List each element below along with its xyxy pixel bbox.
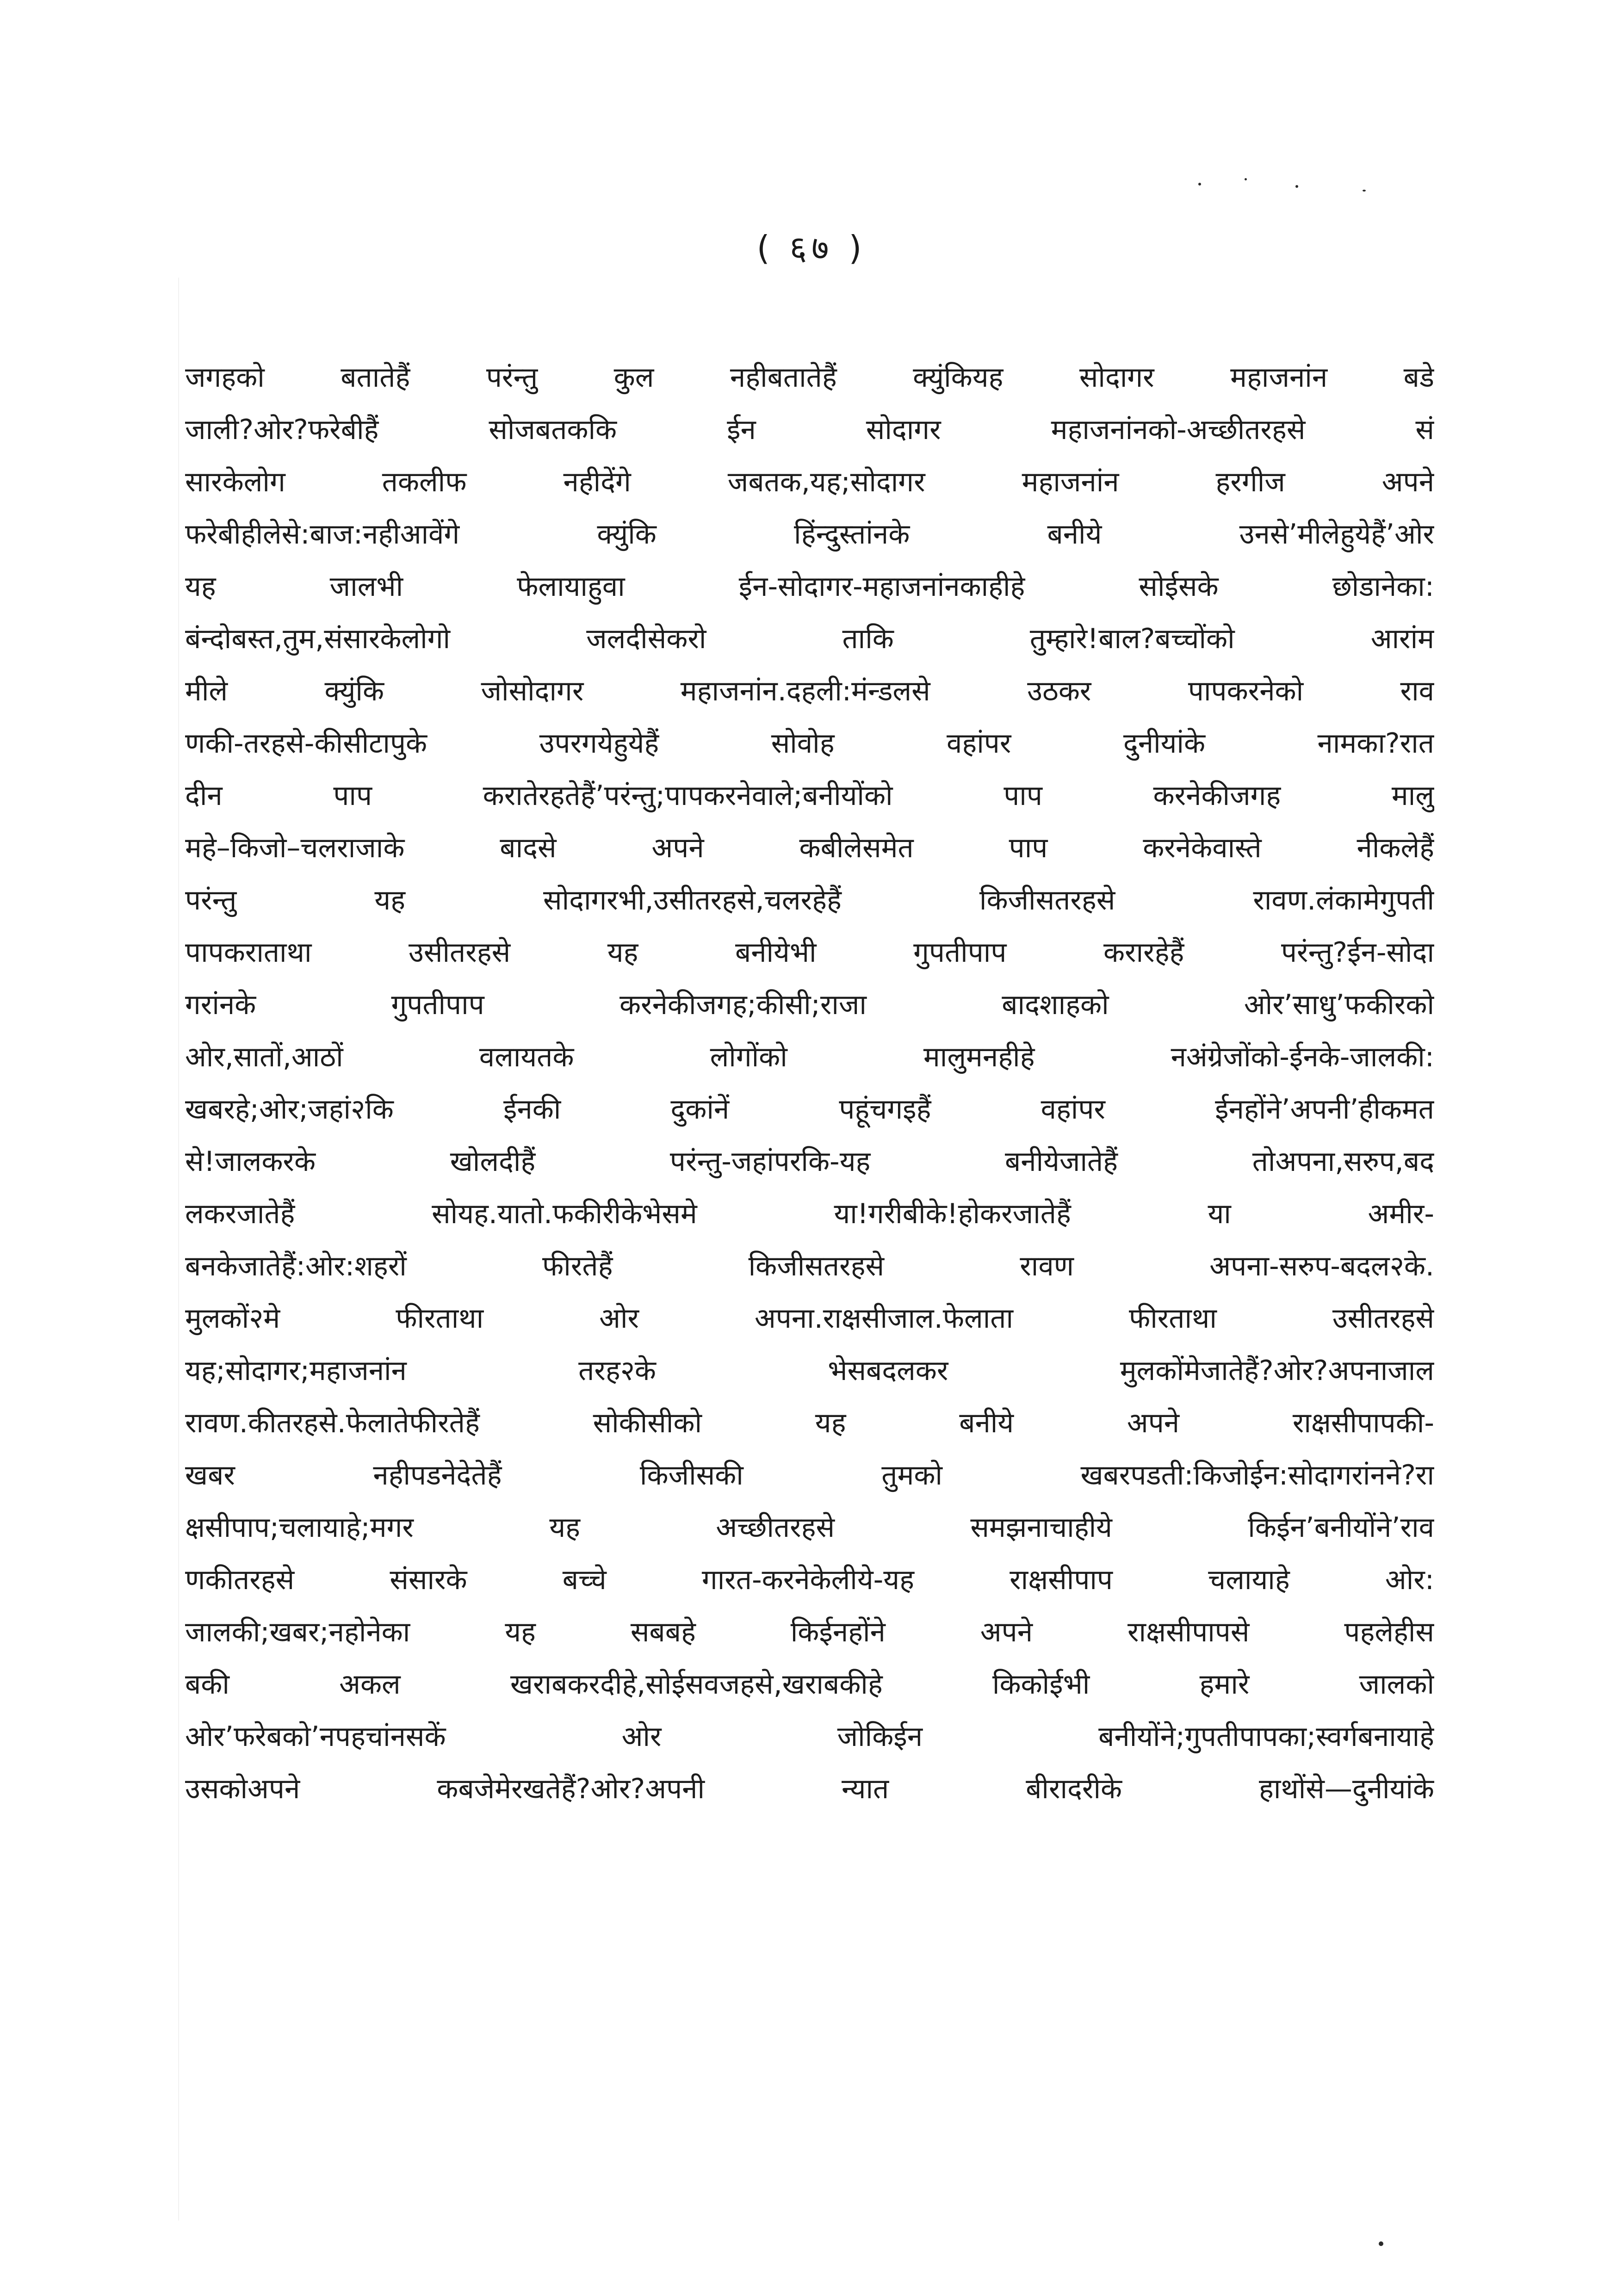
text-line: ओर,सातों,आठों वलायतके लोगोंको मालुमनहीहे नअंग्रेजोंको-ईनके-जालकी: xyxy=(185,1041,1434,1073)
text-line: णकी-तरहसे-कीसीटापुके उपरगयेहुयेहैं सोवोह वहांपर दुनीयांके नामका?रात xyxy=(185,727,1434,760)
text-line: बकी अकल खराबकरदीहे,सोईसवजहसे,खराबकीहे किकोईभी हमारे जालको xyxy=(185,1668,1434,1701)
text-line: उसकोअपने कबजेमेरखतेहैं?ओर?अपनी न्यात बीरादरीके हाथोंसे—दुनीयांके xyxy=(185,1773,1434,1805)
text-line: जाली?ओर?फरेबीहैं सोजबतककि ईन सोदागर महाजनांनको-अच्छीतरहसे सं xyxy=(185,414,1434,446)
text-line: बनकेजातेहैं:ओर:शहरों फीरतेहैं किजीसतरहसे रावण अपना-सरुप-बदल२के. xyxy=(185,1250,1434,1282)
text-line: लकरजातेहैं सोयह.यातो.फकीरीकेभेसमे या!गरीबीके!होकरजातेहैं या अमीर- xyxy=(185,1198,1434,1230)
text-line: मीले क्युंकि जोसोदागर महाजनांन.दहली:मंन्डलसे उठकर पापकरनेको राव xyxy=(185,675,1434,707)
scan-speck xyxy=(1379,2241,1383,2246)
text-line: मुलकों२मे फीरताथा ओर अपना.राक्षसीजाल.फेलाता फीरताथा उसीतरहसे xyxy=(185,1302,1434,1335)
text-line: गरांनके गुपतीपाप करनेकीजगह;कीसी;राजा बादशाहको ओर’साधु’फकीरको xyxy=(185,989,1434,1021)
text-line: खबरहे;ओर;जहां२कि ईनकी दुकांनें पहूंचगइहैं वहांपर ईनहोंने’अपनी’हीकमत xyxy=(185,1093,1434,1126)
text-line: पापकराताथा उसीतरहसे यह बनीयेभी गुपतीपाप करारहेहैं परंन्तु?ईन-सोदा xyxy=(185,936,1434,969)
text-line: महे–किजो–चलराजाके बादसे अपने कबीलेसमेत पाप करनेकेवास्ते नीकलेहैं xyxy=(185,832,1434,864)
text-line: जालकी;खबर;नहोनेका यह सबबहे किईनहोंने अपने राक्षसीपापसे पहलेहीस xyxy=(185,1616,1434,1648)
text-line: से!जालकरके खोलदीहैं परंन्तु-जहांपरकि-यह बनीयेजातेहैं तोअपना,सरुप,बद xyxy=(185,1145,1434,1178)
body-text xyxy=(185,352,1434,1815)
text-line: ओर’फरेबको’नपहचांनसकें ओर जोकिईन बनीयोंने;गुपतीपापका;स्वर्गबनायाहे xyxy=(185,1720,1434,1753)
text-line: रावण.कीतरहसे.फेलातेफीरतेहैं सोकीसीको यह बनीये अपने राक्षसीपापकी- xyxy=(185,1407,1434,1439)
page-number: ( ६७ ) xyxy=(756,229,867,267)
text-line: क्षसीपाप;चलायाहे;मगर यह अच्छीतरहसे समझनाचाहीये किईन’बनीयोंने’राव xyxy=(185,1511,1434,1544)
text-line: जगहको बतातेहैं परंन्तु कुल नहीबतातेहैं क्युंकियह सोदागर महाजनांन बडे xyxy=(185,361,1434,394)
text-line: सारकेलोग तकलीफ नहीदेंगे जबतक,यह;सोदागर महाजनांन हरगीज अपने xyxy=(185,466,1434,498)
text-line: बंन्दोबस्त,तुम,संसारकेलोगो जलदीसेकरो ताकि तुम्हारे!बाल?बच्चोंको आरांम xyxy=(185,623,1434,655)
scan-margin-shadow xyxy=(178,278,179,2221)
text-line: फरेबीहीलेसे:बाज:नहीआवेंगे क्युंकि हिंन्दुस्तांनके बनीये उनसे’मीलेहुयेहैं’ओर xyxy=(185,518,1434,551)
text-line: णकीतरहसे संसारके बच्चे गारत-करनेकेलीये-यह राक्षसीपाप चलायाहे ओर: xyxy=(185,1564,1434,1596)
scan-speck xyxy=(1295,185,1298,188)
text-line: यह;सोदागर;महाजनांन तरह२के भेसबदलकर मुलकोंमेजातेहैं?ओर?अपनाजाल xyxy=(185,1355,1434,1387)
scan-speck xyxy=(1245,178,1247,180)
scan-speck xyxy=(1363,190,1366,192)
text-line: दीन पाप करातेरहतेहैं’परंन्तु;पापकरनेवाले;बनीयोंको पाप करनेकीजगह मालु xyxy=(185,780,1434,812)
text-line: यह जालभी फेलायाहुवा ईन-सोदागर-महाजनांनकाहीहे सोईसके छोडानेका: xyxy=(185,570,1434,603)
text-line: परंन्तु यह सोदागरभी,उसीतरहसे,चलरहेहैं किजीसतरहसे रावण.लंकामेगुपती xyxy=(185,884,1434,916)
text-line: खबर नहीपडनेदेतेहैं किजीसकी तुमको खबरपडती:किजोईन:सोदागरांनने?रा xyxy=(185,1459,1434,1491)
scan-speck xyxy=(1198,183,1201,186)
